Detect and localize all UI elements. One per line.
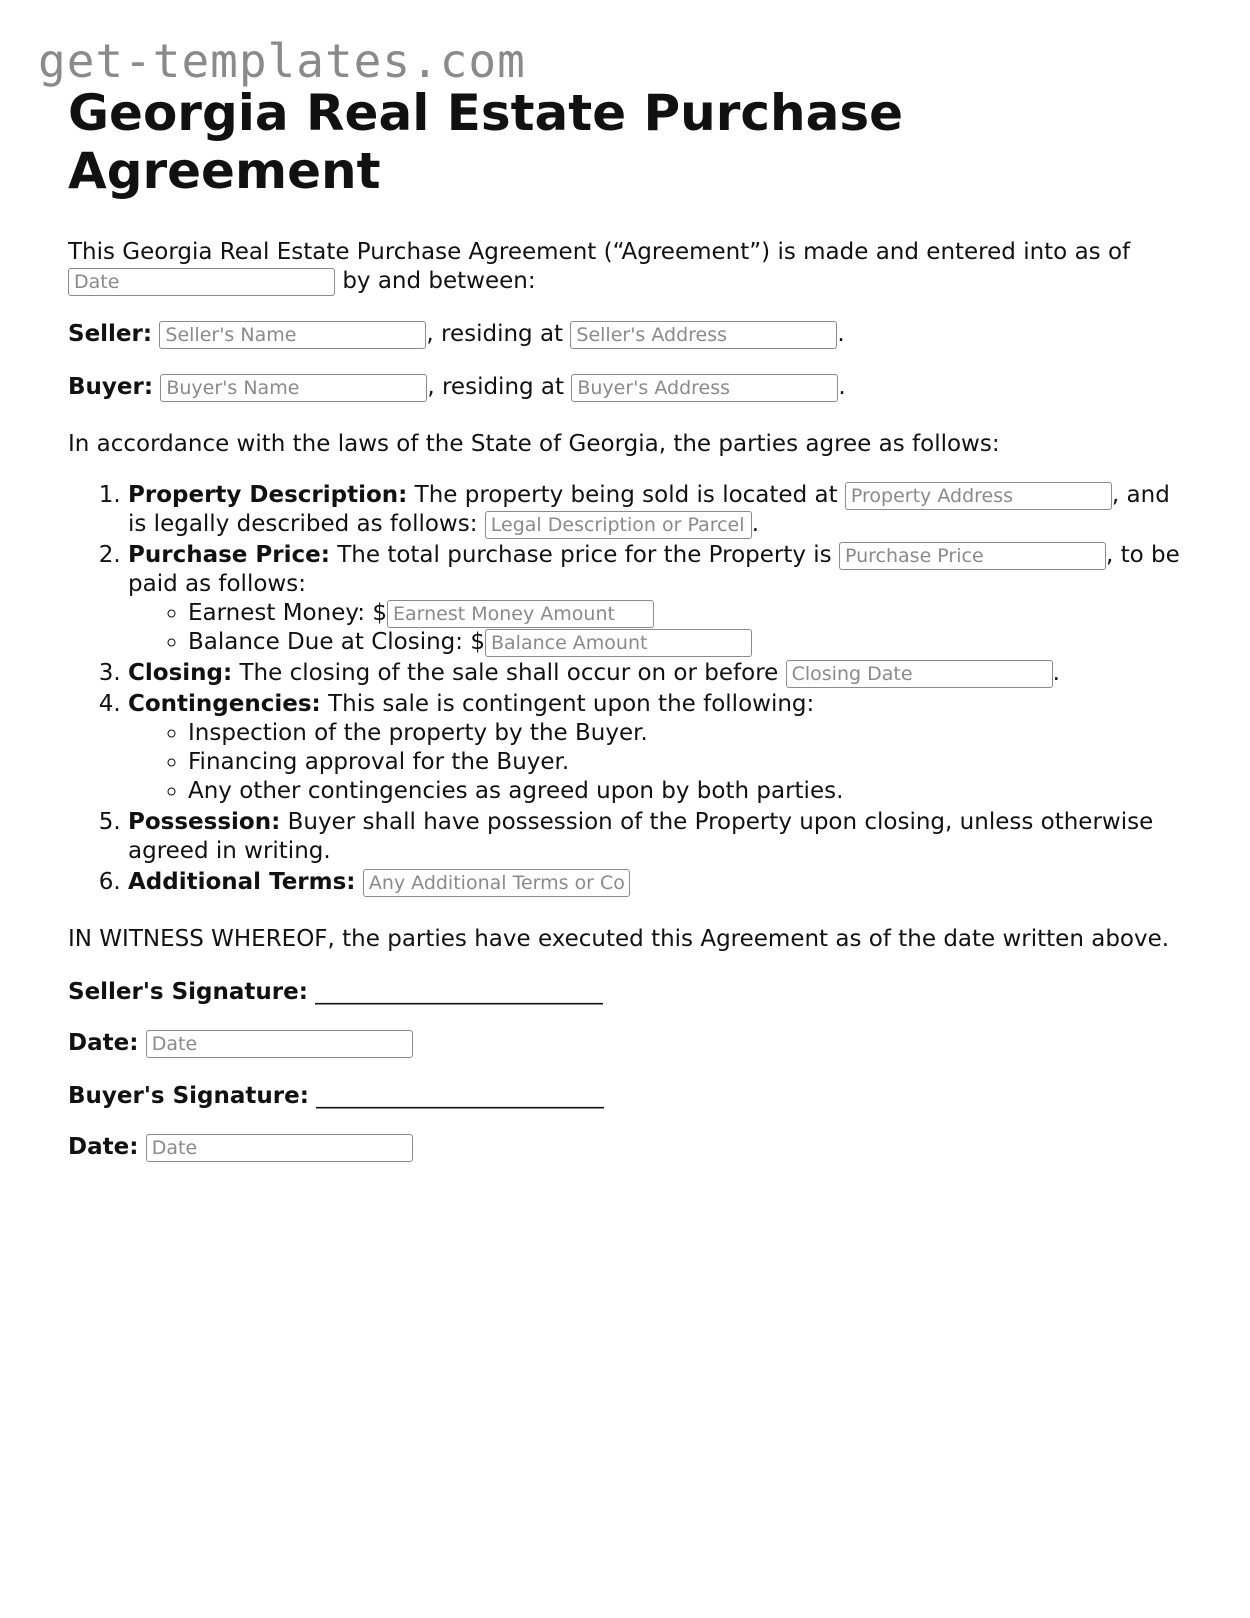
legal-description-input[interactable] xyxy=(485,511,752,539)
agreement-document xyxy=(68,84,1188,1162)
buyer-date-input[interactable] xyxy=(146,1134,413,1162)
term-label: Additional Terms: xyxy=(128,869,356,895)
buyer-residing-text: , residing at xyxy=(427,374,565,400)
seller-name-input[interactable] xyxy=(159,321,426,349)
term-closing xyxy=(128,659,1188,688)
seller-date-label: Date: xyxy=(68,1030,139,1056)
term-purchase-price xyxy=(128,541,1188,657)
seller-date-row xyxy=(68,1029,1188,1058)
term-text: , and is legally described as follows: xyxy=(128,482,1170,537)
term-end: . xyxy=(1052,660,1060,686)
balance-amount-input[interactable] xyxy=(485,629,752,657)
terms-list xyxy=(68,481,1188,897)
term-label: Possession: xyxy=(128,809,281,835)
term-contingencies xyxy=(128,690,1188,806)
seller-residing-text: , residing at xyxy=(426,321,564,347)
contingency-item: ◦ Any other contingencies as agreed upon by both parties. xyxy=(188,777,1188,806)
intro-text: This Georgia Real Estate Purchase Agreement (“Agreement”) is made and entered into as of xyxy=(68,239,1131,265)
term-label: Property Description: xyxy=(128,482,408,508)
term-text: , to be paid as follows: xyxy=(128,542,1180,597)
balance-due-label: Balance Due at Closing: $ xyxy=(188,629,485,655)
earnest-money-label: Earnest Money: $ xyxy=(188,600,387,626)
page-title: Georgia Real Estate Purchase Agreement xyxy=(68,84,904,200)
seller-signature-blank[interactable]: _________________________ xyxy=(315,979,603,1005)
balance-due-item xyxy=(188,628,1188,657)
intro-text-end: by and between: xyxy=(342,268,536,294)
term-possession xyxy=(128,808,1188,866)
seller-date-input[interactable] xyxy=(146,1030,413,1058)
payment-list xyxy=(128,599,1188,657)
buyer-line-end: . xyxy=(838,374,846,400)
earnest-money-input[interactable] xyxy=(387,600,654,628)
buyer-signature-line xyxy=(68,1082,1188,1111)
contingency-item: ◦ Financing approval for the Buyer. xyxy=(188,748,1188,777)
buyer-label: Buyer: xyxy=(68,374,154,400)
earnest-money-item xyxy=(188,599,1188,628)
purchase-price-input[interactable] xyxy=(839,542,1106,570)
term-text: The closing of the sale shall occur on or before xyxy=(239,660,779,686)
agreement-statement: In accordance with the laws of the State of Georgia, the parties agree as follows: xyxy=(68,431,1000,457)
seller-address-input[interactable] xyxy=(570,321,837,349)
additional-terms-input[interactable] xyxy=(363,869,630,897)
property-address-input[interactable] xyxy=(845,482,1112,510)
buyer-signature-label: Buyer's Signature: xyxy=(68,1083,309,1109)
contingencies-list xyxy=(128,719,1188,806)
buyer-date-label: Date: xyxy=(68,1134,139,1160)
term-end: . xyxy=(751,511,760,537)
seller-signature-label: Seller's Signature: xyxy=(68,979,308,1005)
term-additional-terms xyxy=(128,868,1188,897)
term-text: This sale is contingent upon the following: xyxy=(328,691,815,717)
seller-line-end: . xyxy=(837,321,845,347)
closing-date-input[interactable] xyxy=(786,660,1053,688)
agreement-date-input[interactable] xyxy=(68,268,335,296)
seller-line xyxy=(68,320,1188,349)
term-label: Closing: xyxy=(128,660,233,686)
seller-signature-line xyxy=(68,978,1188,1007)
intro-paragraph xyxy=(68,238,1188,296)
term-label: Contingencies: xyxy=(128,691,321,717)
buyer-line xyxy=(68,373,1188,402)
witness-statement: IN WITNESS WHEREOF, the parties have executed this Agreement as of the date written above. xyxy=(68,926,1170,952)
buyer-signature-blank[interactable]: _________________________ xyxy=(316,1083,604,1109)
term-text: The property being sold is located at xyxy=(414,482,838,508)
watermark: get-templates.com xyxy=(38,34,526,88)
buyer-date-row xyxy=(68,1133,1188,1162)
term-text: Buyer shall have possession of the Property upon closing, unless otherwise agreed in writing. xyxy=(128,809,1154,864)
buyer-name-input[interactable] xyxy=(160,374,427,402)
term-label: Purchase Price: xyxy=(128,542,330,568)
buyer-address-input[interactable] xyxy=(571,374,838,402)
seller-label: Seller: xyxy=(68,321,153,347)
term-text: The total purchase price for the Property is xyxy=(337,542,832,568)
term-property-description xyxy=(128,481,1188,539)
contingency-item: ◦ Inspection of the property by the Buyer. xyxy=(188,719,1188,748)
